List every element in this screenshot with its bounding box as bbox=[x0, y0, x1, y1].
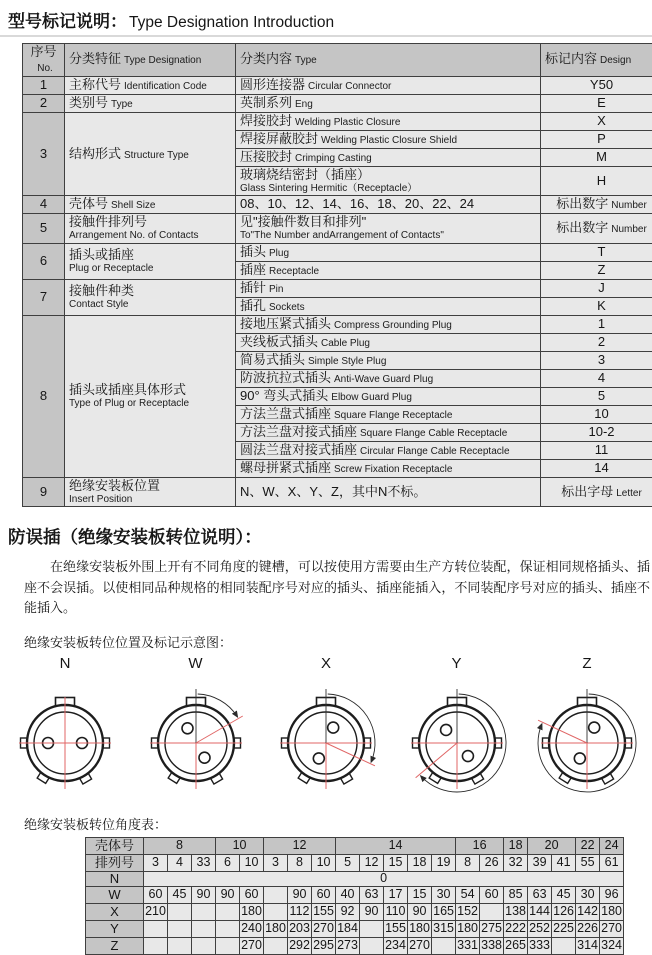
diagram-label: Y bbox=[394, 655, 520, 675]
shell-size-cell: 16 bbox=[456, 837, 504, 854]
arrangement-no-cell: 19 bbox=[432, 854, 456, 871]
connector-drawing-icon bbox=[133, 675, 259, 801]
shell-size-cell: 22 bbox=[576, 837, 600, 854]
feature-cell: 插头或插座具体形式 Type of Plug or Receptacle bbox=[65, 315, 236, 477]
row-number-cell: 4 bbox=[23, 196, 65, 214]
angle-value-cell: 126 bbox=[552, 904, 576, 921]
row-number-cell: 1 bbox=[23, 76, 65, 94]
angle-value-cell: 110 bbox=[384, 904, 408, 921]
arrangement-no-cell: 32 bbox=[504, 854, 528, 871]
angle-value-cell bbox=[264, 938, 288, 955]
content-cell: 圆法兰盘对接式插座 Circular Flange Cable Receptacle bbox=[236, 441, 541, 459]
mark-cell: 5 bbox=[541, 387, 652, 405]
angle-value-cell: 275 bbox=[480, 921, 504, 938]
mark-cell: M bbox=[541, 148, 652, 166]
angle-value-cell: 152 bbox=[456, 904, 480, 921]
angle-value-cell: 270 bbox=[312, 921, 336, 938]
arrangement-label-cell: 排列号 bbox=[86, 854, 144, 871]
angle-value-cell bbox=[192, 921, 216, 938]
angle-value-cell: 210 bbox=[144, 904, 168, 921]
arrangement-no-cell: 26 bbox=[480, 854, 504, 871]
description-paragraph: 在绝缘安装板外围上开有不同角度的键槽，可以按使用方需要由生产方转位装配，保证相同规格插头、插座不会误插。以使相同品种规格的相同装配序号对应的插头、插座能插入，不同装配序号对应的插头、插座不能插入。 bbox=[24, 557, 650, 619]
type-table-header: 分类内容 Type bbox=[236, 44, 541, 77]
shell-size-cell: 14 bbox=[336, 837, 456, 854]
angle-value-cell: 45 bbox=[168, 887, 192, 904]
mark-cell: 14 bbox=[541, 459, 652, 477]
position-label-cell: Z bbox=[86, 938, 144, 955]
angle-value-cell: 60 bbox=[312, 887, 336, 904]
angle-table-caption: 绝缘安装板转位角度表： bbox=[24, 814, 652, 833]
angle-value-cell bbox=[168, 938, 192, 955]
shell-size-cell: 20 bbox=[528, 837, 576, 854]
angle-value-cell: 60 bbox=[144, 887, 168, 904]
type-table-row bbox=[23, 76, 652, 94]
arrangement-no-cell: 39 bbox=[528, 854, 552, 871]
angle-value-cell: 54 bbox=[456, 887, 480, 904]
angle-value-cell bbox=[432, 938, 456, 955]
mark-cell: 3 bbox=[541, 351, 652, 369]
connector-drawing-icon bbox=[263, 675, 389, 801]
content-cell: 插座 Receptacle bbox=[236, 261, 541, 279]
angle-value-cell: 180 bbox=[408, 921, 432, 938]
rotation-diagrams bbox=[0, 651, 652, 806]
mark-cell: H bbox=[541, 166, 652, 195]
content-cell: 方法兰盘式插座 Square Flange Receptacle bbox=[236, 405, 541, 423]
angle-value-cell bbox=[168, 921, 192, 938]
content-cell: 插孔 Sockets bbox=[236, 297, 541, 315]
angle-value-cell: 112 bbox=[288, 904, 312, 921]
position-label-cell: N bbox=[86, 871, 144, 886]
position-label-cell: W bbox=[86, 887, 144, 904]
angle-value-cell bbox=[144, 921, 168, 938]
angle-value-cell bbox=[360, 921, 384, 938]
type-table-row bbox=[23, 243, 652, 261]
row-number-cell: 7 bbox=[23, 279, 65, 315]
arrangement-no-cell: 8 bbox=[456, 854, 480, 871]
shell-size-cell: 10 bbox=[216, 837, 264, 854]
angle-value-cell: 252 bbox=[528, 921, 552, 938]
connector-diagram-z bbox=[524, 655, 650, 806]
angle-value-cell: 273 bbox=[336, 938, 360, 955]
type-table-header: 标记内容 Design bbox=[541, 44, 652, 77]
arrangement-no-cell: 12 bbox=[360, 854, 384, 871]
content-cell: 压接胶封 Crimping Casting bbox=[236, 148, 541, 166]
angle-value-cell: 155 bbox=[384, 921, 408, 938]
angle-value-cell: 40 bbox=[336, 887, 360, 904]
angle-value-cell bbox=[216, 921, 240, 938]
mark-cell: 4 bbox=[541, 369, 652, 387]
connector-diagram-x bbox=[263, 655, 389, 806]
mark-cell: 11 bbox=[541, 441, 652, 459]
arrangement-no-cell: 15 bbox=[384, 854, 408, 871]
connector-drawing-icon bbox=[2, 675, 128, 801]
angle-value-cell: 225 bbox=[552, 921, 576, 938]
shell-label-cell: 壳体号 bbox=[86, 837, 144, 854]
content-cell: 见"接触件数目和排列" To"The Number andArrangement of Contacts" bbox=[236, 214, 541, 243]
angle-value-cell: 45 bbox=[552, 887, 576, 904]
content-cell: 08、10、12、14、16、18、20、22、24 bbox=[236, 196, 541, 214]
angle-value-cell: 142 bbox=[576, 904, 600, 921]
arrangement-row bbox=[86, 854, 624, 871]
angle-value-cell: 30 bbox=[576, 887, 600, 904]
angle-value-cell: 338 bbox=[480, 938, 504, 955]
feature-cell: 主称代号 Identification Code bbox=[65, 76, 236, 94]
shell-size-cell: 8 bbox=[144, 837, 216, 854]
mark-cell: 1 bbox=[541, 315, 652, 333]
type-table-row bbox=[23, 214, 652, 243]
arrangement-no-cell: 41 bbox=[552, 854, 576, 871]
angle-value-cell: 180 bbox=[600, 904, 624, 921]
angle-value-cell bbox=[264, 904, 288, 921]
diagram-label: X bbox=[263, 655, 389, 675]
content-cell: 玻璃烧结密封（插座） Glass Sintering Hermitic（Receptacle） bbox=[236, 166, 541, 195]
feature-cell: 类别号 Type bbox=[65, 94, 236, 112]
rotation-angle-table bbox=[85, 837, 624, 955]
angle-value-cell: 63 bbox=[528, 887, 552, 904]
angle-value-cell bbox=[192, 938, 216, 955]
row-number-cell: 8 bbox=[23, 315, 65, 477]
angle-value-cell: 96 bbox=[600, 887, 624, 904]
angle-value-cell: 15 bbox=[408, 887, 432, 904]
type-table-row bbox=[23, 94, 652, 112]
angle-value-cell: 226 bbox=[576, 921, 600, 938]
type-table-header: 序号No. bbox=[23, 44, 65, 77]
type-table-row bbox=[23, 196, 652, 214]
mark-cell: X bbox=[541, 112, 652, 130]
shell-size-cell: 12 bbox=[264, 837, 336, 854]
angle-value-cell: 180 bbox=[264, 921, 288, 938]
angle-value-cell: 90 bbox=[216, 887, 240, 904]
arrangement-no-cell: 33 bbox=[192, 854, 216, 871]
type-table-row bbox=[23, 315, 652, 333]
arrangement-no-cell: 8 bbox=[288, 854, 312, 871]
page-title-zh: 型号标记说明： bbox=[8, 12, 127, 31]
shell-size-row bbox=[86, 837, 624, 854]
angle-value-cell: 155 bbox=[312, 904, 336, 921]
angle-row-y bbox=[86, 921, 624, 938]
connector-diagram-w bbox=[133, 655, 259, 806]
feature-cell: 接触件排列号 Arrangement No. of Contacts bbox=[65, 214, 236, 243]
angle-value-cell bbox=[144, 938, 168, 955]
position-label-cell: X bbox=[86, 904, 144, 921]
angle-value-cell: 60 bbox=[480, 887, 504, 904]
feature-cell: 插头或插座 Plug or Receptacle bbox=[65, 243, 236, 279]
angle-value-cell bbox=[360, 938, 384, 955]
angle-row-n bbox=[86, 871, 624, 886]
angle-value-cell: 60 bbox=[240, 887, 264, 904]
feature-cell: 接触件种类 Contact Style bbox=[65, 279, 236, 315]
diagram-label: N bbox=[2, 655, 128, 675]
mark-cell: Y50 bbox=[541, 76, 652, 94]
arrangement-no-cell: 5 bbox=[336, 854, 360, 871]
angle-value-cell: 295 bbox=[312, 938, 336, 955]
content-cell: 方法兰盘对接式插座 Square Flange Cable Receptacle bbox=[236, 423, 541, 441]
mark-cell: K bbox=[541, 297, 652, 315]
connector-diagram-y bbox=[394, 655, 520, 806]
content-cell: 英制系列 Eng bbox=[236, 94, 541, 112]
mark-cell: 10-2 bbox=[541, 423, 652, 441]
mark-cell: E bbox=[541, 94, 652, 112]
arrangement-no-cell: 6 bbox=[216, 854, 240, 871]
angle-value-cell: 165 bbox=[432, 904, 456, 921]
angle-value-cell bbox=[192, 904, 216, 921]
shell-size-cell: 24 bbox=[600, 837, 624, 854]
angle-value-cell: 92 bbox=[336, 904, 360, 921]
shell-size-cell: 18 bbox=[504, 837, 528, 854]
angle-value-cell: 324 bbox=[600, 938, 624, 955]
mark-cell: 2 bbox=[541, 333, 652, 351]
angle-value-cell: 30 bbox=[432, 887, 456, 904]
angle-row-x bbox=[86, 904, 624, 921]
feature-cell: 绝缘安装板位置 Insert Position bbox=[65, 477, 236, 506]
angle-value-cell: 180 bbox=[240, 904, 264, 921]
angle-row-w bbox=[86, 887, 624, 904]
page-title-en: Type Designation Introduction bbox=[129, 14, 334, 31]
angle-value-cell bbox=[168, 904, 192, 921]
content-cell: 防波抗拉式插头 Anti-Wave Guard Plug bbox=[236, 369, 541, 387]
content-cell: 90° 弯头式插头 Elbow Guard Plug bbox=[236, 387, 541, 405]
row-number-cell: 2 bbox=[23, 94, 65, 112]
diagram-caption: 绝缘安装板转位位置及标记示意图： bbox=[24, 632, 652, 651]
mark-cell: Z bbox=[541, 261, 652, 279]
angle-value-cell: 333 bbox=[528, 938, 552, 955]
content-cell: 接地压紧式插头 Compress Grounding Plug bbox=[236, 315, 541, 333]
row-number-cell: 6 bbox=[23, 243, 65, 279]
angle-value-cell bbox=[264, 887, 288, 904]
angle-value-cell: 270 bbox=[600, 921, 624, 938]
angle-value-cell: 138 bbox=[504, 904, 528, 921]
angle-value-cell: 180 bbox=[456, 921, 480, 938]
diagram-label: W bbox=[133, 655, 259, 675]
row-number-cell: 9 bbox=[23, 477, 65, 506]
content-cell: 插针 Pin bbox=[236, 279, 541, 297]
type-table-row bbox=[23, 477, 652, 506]
mark-cell: J bbox=[541, 279, 652, 297]
angle-value-cell: 90 bbox=[408, 904, 432, 921]
mark-cell: T bbox=[541, 243, 652, 261]
angle-value-cell: 90 bbox=[360, 904, 384, 921]
angle-value-cell bbox=[216, 904, 240, 921]
header-rule bbox=[0, 35, 652, 37]
angle-value-cell: 90 bbox=[288, 887, 312, 904]
content-cell: 夹线板式插头 Cable Plug bbox=[236, 333, 541, 351]
angle-value-cell bbox=[480, 904, 504, 921]
section-heading: 防误插（绝缘安装板转位说明）： bbox=[8, 524, 652, 549]
angle-value-cell: 63 bbox=[360, 887, 384, 904]
row-number-cell: 5 bbox=[23, 214, 65, 243]
type-table-header-row bbox=[23, 44, 652, 77]
arrangement-no-cell: 10 bbox=[240, 854, 264, 871]
angle-value-cell: 240 bbox=[240, 921, 264, 938]
row-number-cell: 3 bbox=[23, 112, 65, 195]
angle-value-cell: 203 bbox=[288, 921, 312, 938]
position-label-cell: Y bbox=[86, 921, 144, 938]
angle-value-cell: 184 bbox=[336, 921, 360, 938]
arrangement-no-cell: 4 bbox=[168, 854, 192, 871]
content-cell: 焊接胶封 Welding Plastic Closure bbox=[236, 112, 541, 130]
connector-diagram-n bbox=[2, 655, 128, 806]
type-designation-table bbox=[22, 43, 652, 507]
angle-value-cell: 292 bbox=[288, 938, 312, 955]
mark-cell: 标出数字 Number bbox=[541, 214, 652, 243]
angle-value-cell: 315 bbox=[432, 921, 456, 938]
content-cell: 简易式插头 Simple Style Plug bbox=[236, 351, 541, 369]
mark-cell: P bbox=[541, 130, 652, 148]
type-table-row bbox=[23, 112, 652, 130]
arrangement-no-cell: 3 bbox=[264, 854, 288, 871]
content-cell: 插头 Plug bbox=[236, 243, 541, 261]
angle-value-cell: 17 bbox=[384, 887, 408, 904]
angle-value-cell bbox=[552, 938, 576, 955]
feature-cell: 壳体号 Shell Size bbox=[65, 196, 236, 214]
arrangement-no-cell: 10 bbox=[312, 854, 336, 871]
angle-value-cell: 234 bbox=[384, 938, 408, 955]
angle-value-cell: 314 bbox=[576, 938, 600, 955]
diagram-label: Z bbox=[524, 655, 650, 675]
angle-value-cell: 270 bbox=[240, 938, 264, 955]
angle-value-cell: 270 bbox=[408, 938, 432, 955]
angle-value-cell: 265 bbox=[504, 938, 528, 955]
mark-cell: 10 bbox=[541, 405, 652, 423]
angle-value-cell: 90 bbox=[192, 887, 216, 904]
arrangement-no-cell: 61 bbox=[600, 854, 624, 871]
angle-value-cell: 85 bbox=[504, 887, 528, 904]
content-cell: 螺母拼紧式插座 Screw Fixation Receptacle bbox=[236, 459, 541, 477]
feature-cell: 结构形式 Structure Type bbox=[65, 112, 236, 195]
type-table-row bbox=[23, 279, 652, 297]
mark-cell: 标出字母 Letter bbox=[541, 477, 652, 506]
content-cell: 焊接屏蔽胶封 Welding Plastic Closure Shield bbox=[236, 130, 541, 148]
type-table-header: 分类特征 Type Designation bbox=[65, 44, 236, 77]
content-cell: 圆形连接器 Circular Connector bbox=[236, 76, 541, 94]
angle-value-cell: 222 bbox=[504, 921, 528, 938]
angle-value-cell: 331 bbox=[456, 938, 480, 955]
angle-value-cell: 144 bbox=[528, 904, 552, 921]
angle-row-z bbox=[86, 938, 624, 955]
page-title bbox=[0, 0, 652, 32]
angle-value-cell bbox=[216, 938, 240, 955]
connector-drawing-icon bbox=[524, 675, 650, 801]
arrangement-no-cell: 18 bbox=[408, 854, 432, 871]
arrangement-no-cell: 3 bbox=[144, 854, 168, 871]
content-cell: N、W、X、Y、Z，其中N不标。 bbox=[236, 477, 541, 506]
angle-value-cell: 0 bbox=[144, 871, 624, 886]
connector-drawing-icon bbox=[394, 675, 520, 801]
arrangement-no-cell: 55 bbox=[576, 854, 600, 871]
mark-cell: 标出数字 Number bbox=[541, 196, 652, 214]
